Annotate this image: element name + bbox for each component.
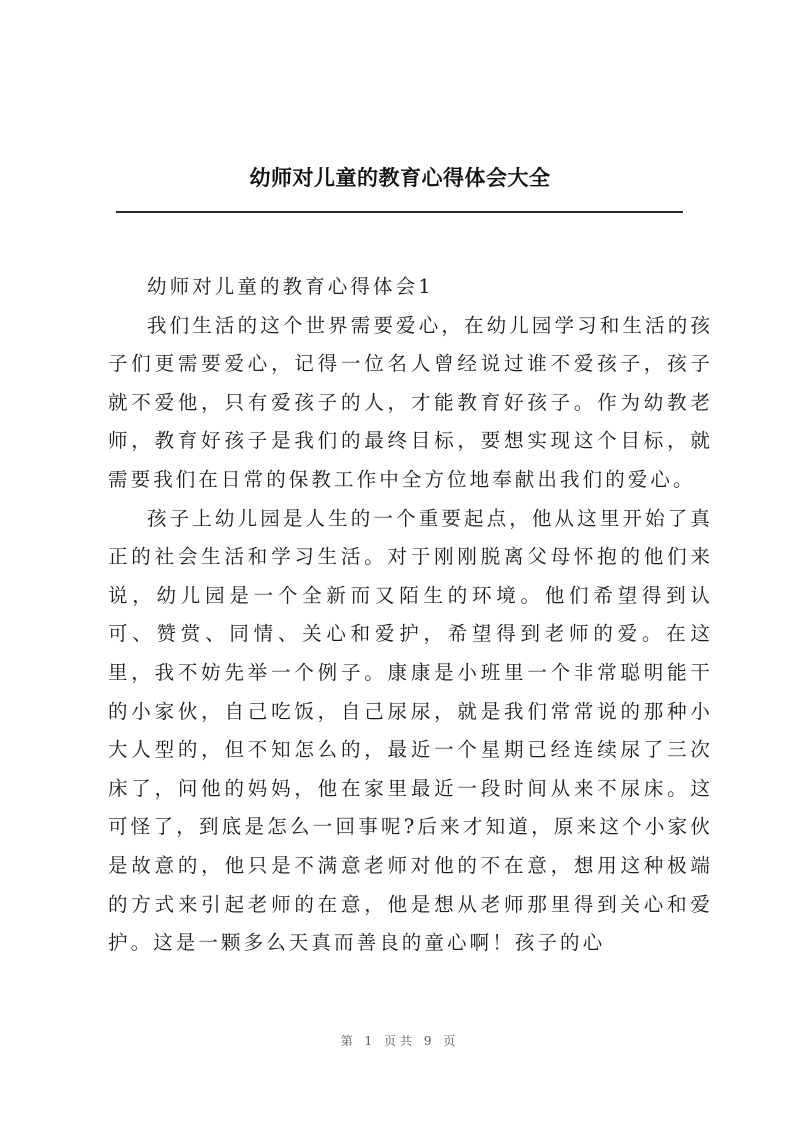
paragraph-2: 孩子上幼儿园是人生的一个重要起点，他从这里开始了真正的社会生活和学习生活。对于刚刚脱离父母怀抱的他们来说，幼儿园是一个全新而又陌生的环境。他们希望得到认可、赞赏、同情、关心和爱护，希望得到老师的爱。在这里，我不妨先举一个例子。康康是小班里一个非常聪明能干的小家伙，自己吃饭，自己尿尿，就是我们常常说的那种小大人型的，但不知怎么的，最近一个星期已经连续尿了三次床了，问他的妈妈，他在家里最近一段时间从来不尿床。这可怪了，到底是怎么一回事呢?后来才知道，原来这个小家伙是故意的，他只是不满意老师对他的不在意，想用这种极端的方式来引起老师的在意，他是想从老师那里得到关心和爱护。这是一颗多么天真而善良的童心啊！孩子的心	[108, 506, 713, 955]
section-heading: 幼师对儿童的教育心得体会1	[147, 275, 434, 298]
paragraph-1: 我们生活的这个世界需要爱心，在幼儿园学习和生活的孩子们更需要爱心，记得一位名人曾经说过谁不爱孩子，孩子就不爱他，只有爱孩子的人，才能教育好孩子。作为幼教老师，教育好孩子是我们的最终目标，要想实现这个目标，就需要我们在日常的保教工作中全方位地奉献出我们的爱心。	[108, 313, 713, 491]
document-body	[108, 268, 713, 963]
document-title: 幼师对儿童的教育心得体会大全	[249, 166, 551, 190]
page-number-footer: 第 1 页共 9 页	[340, 1034, 460, 1048]
title-divider	[116, 211, 683, 213]
